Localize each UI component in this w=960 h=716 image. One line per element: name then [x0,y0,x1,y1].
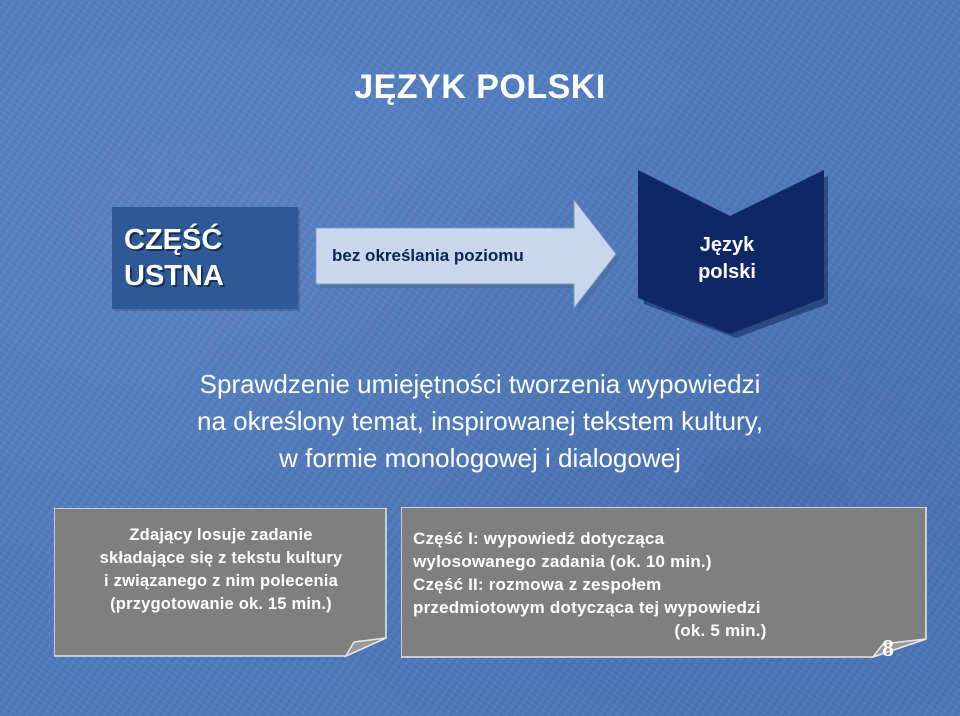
slide-title: JĘZYK POLSKI [354,68,606,106]
chevron-label [638,232,816,286]
note-left-line: (przygotowanie ok. 15 min.) [110,595,332,613]
part-box-line2: USTNA [124,260,224,292]
preparation-note [54,508,388,658]
subject-chevron [638,170,828,338]
chevron-label-line1: Język [699,234,755,256]
note-right-line: wylosowanego zadania (ok. 10 min.) [413,552,712,571]
exam-description [0,366,960,477]
level-arrow [314,198,620,314]
note-left-line: składające się z tekstu kultury [99,549,343,567]
note-left-line: i związanego z nim polecenia [104,572,338,590]
description-line: w formie monologowej i dialogowej [279,443,681,473]
description-line: Sprawdzenie umiejętności tworzenia wypowiedzi [199,369,761,399]
page-number: 8 [882,636,894,662]
part-box [112,207,298,309]
note-left-line: Zdający losuje zadanie [129,526,313,544]
description-line: na określony temat, inspirowanej tekstem kultury, [197,406,763,436]
arrow-label: bez określania poziomu [332,246,524,265]
note-right-line: Część II: rozmowa z zespołem [413,575,662,594]
part-box-line1: CZĘŚĆ [124,224,223,256]
note-right-line: Część I: wypowiedź dotycząca [413,529,665,548]
chevron-label-line2: polski [698,261,756,283]
note-right-line: (ok. 5 min.) [674,621,767,640]
note-right-line: przedmiotowym dotycząca tej wypowiedzi [413,598,761,617]
note-left-text [54,524,388,616]
exam-parts-note [401,507,928,659]
note-right-text [413,527,918,642]
